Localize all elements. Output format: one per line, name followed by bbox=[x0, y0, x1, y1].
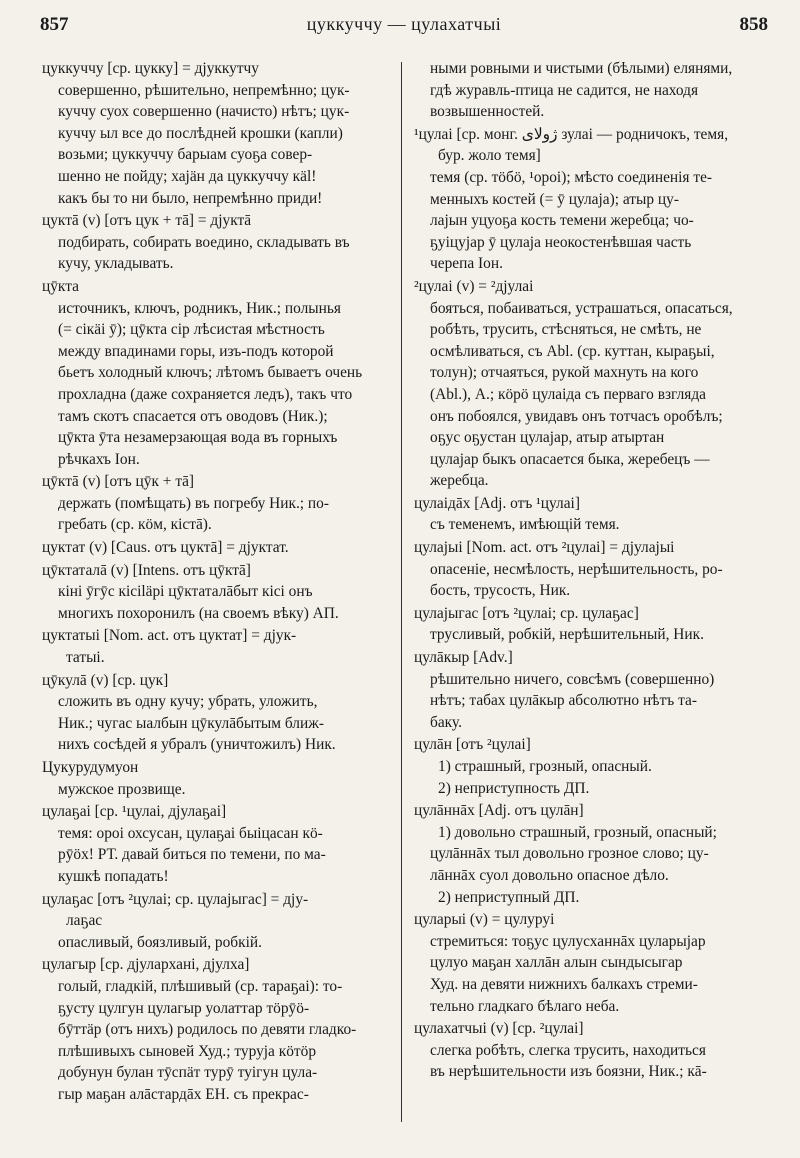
entry-text-line: подбирать, собирать воедино, складывать въ bbox=[58, 233, 350, 251]
entry-text-line: цӯкта ӯта незамерзающая вода въ горныхъ bbox=[58, 429, 338, 447]
entry-text-line: гыр маҕан алāстардāх ЕН. съ прекрас- bbox=[58, 1085, 309, 1103]
entry-headword-line: цулајыі [Nom. act. отъ ²цулаі] = дјулајыі bbox=[414, 539, 675, 557]
entry-text-line: цулуо маҕан халлāн алын сындысыгар bbox=[430, 954, 683, 972]
entry-text-line: тамъ скотъ спасается отъ оводовъ (Ник.); bbox=[58, 407, 328, 425]
column-divider bbox=[401, 62, 402, 1122]
entry-text-line: источникъ, ключъ, родникъ, Ник.; полынья bbox=[58, 299, 341, 317]
dictionary-entry bbox=[42, 560, 388, 625]
entry-text-line: гребать (ср. кӧм, кістā). bbox=[58, 516, 212, 534]
entry-text-line: бость, трусость, Ник. bbox=[430, 582, 571, 600]
page-header bbox=[40, 14, 768, 42]
left-column bbox=[42, 58, 388, 1107]
entry-text-line: рѣшительно ничего, совсѣмъ (совершенно) bbox=[430, 670, 715, 688]
entry-text-line: жеребца. bbox=[430, 472, 489, 490]
dictionary-entry bbox=[414, 276, 770, 492]
entry-text-line: слегка робѣть, слегка трусить, находиться bbox=[430, 1041, 706, 1059]
entry-text-line: бур. жоло темя] bbox=[438, 147, 541, 165]
entry-text-line: ҕуіцујар ӯ цулаја неокостенѣвшая часть bbox=[430, 233, 692, 251]
entry-headword-line: цулајыгас [отъ ²цулаі; ср. цулаҕас] bbox=[414, 604, 639, 622]
dictionary-entry bbox=[414, 493, 770, 536]
dictionary-entry bbox=[414, 647, 770, 733]
entry-text-line: робѣть, трусить, стѣсняться, не смѣть, не bbox=[430, 321, 702, 339]
entry-headword-line: цулаідāх [Adj. отъ ¹цулаі] bbox=[414, 494, 580, 512]
entry-text-line: бӯттäр (отъ нихъ) родилось по девяти гладко- bbox=[58, 1021, 357, 1039]
entry-text-line: держать (помѣщать) въ погребу Ник.; по- bbox=[58, 494, 329, 512]
entry-text-line: голый, гладкій, плѣшивый (ср. тараҕаі): то- bbox=[58, 977, 343, 995]
dictionary-entry bbox=[414, 909, 770, 1017]
entry-text-line: мужское прозвище. bbox=[58, 780, 186, 798]
entry-text-line: 2) неприступный ДП. bbox=[438, 888, 580, 906]
entry-text-line: лаҕас bbox=[66, 912, 103, 930]
running-title: цуккуччу — цулахатчыі bbox=[306, 14, 502, 34]
entry-headword-line: цуларыі (v) = цулуруі bbox=[414, 911, 555, 929]
entry-headword-line: ²цулаі (v) = ²дјулаі bbox=[414, 277, 534, 295]
entry-text-line: куччу ыл все до послѣдней крошки (капли) bbox=[58, 124, 343, 142]
entry-text-line: въ нерѣшительности изъ боязни, Ник.; кā- bbox=[430, 1063, 707, 1081]
dictionary-entry bbox=[42, 670, 388, 756]
entry-text-line: оҕус оҕустан цулајар, атыр атыртан bbox=[430, 429, 665, 447]
entry-text-line: толун); отчаяться, рукой махнуть на кого bbox=[430, 364, 699, 382]
entry-text-line: куччу суох совершенно (начисто) нѣтъ; цук- bbox=[58, 103, 350, 121]
entry-text-line: опасеніе, несмѣлость, нерѣшительность, ро- bbox=[430, 560, 723, 578]
entry-headword-line: цулагыр [ср. дјуларханi, дјулха] bbox=[42, 956, 250, 974]
entry-text-line: стремиться: тоҕус цулусханнāх цуларыјар bbox=[430, 932, 706, 950]
entry-text-line: гдѣ журавль-птица не садится, не находя bbox=[430, 81, 699, 99]
dictionary-entry bbox=[42, 276, 388, 470]
dictionary-entry bbox=[42, 889, 388, 954]
entry-headword-line: цуккуччу [ср. цукку] = дјуккутчу bbox=[42, 60, 259, 77]
entry-text-line: татыі. bbox=[66, 649, 105, 667]
entry-text-line: трусливый, робкій, нерѣшительный, Ник. bbox=[430, 626, 704, 644]
entry-text-line: кінi ӯгӯс кісiläрі цӯктаталāбыт кісі онъ bbox=[58, 583, 313, 601]
entry-text-line: возьми; цуккуччу барыам суоҕа совер- bbox=[58, 146, 313, 164]
entry-headword-line: цӯктаталā (v) [Intens. отъ цӯктā] bbox=[42, 561, 251, 579]
entry-text-line: сложить въ одну кучу; убрать, уложить, bbox=[58, 693, 318, 711]
entry-text-line: темя: ороі охсусан, цулаҕаі быіцасан кӧ- bbox=[58, 824, 323, 842]
dictionary-entry bbox=[42, 471, 388, 536]
entry-headword-line: цулāннāх [Adj. отъ цулāн] bbox=[414, 802, 584, 820]
entry-text-line: рӯӧх! РТ. давай биться по темени, по ма- bbox=[58, 846, 326, 864]
entry-text-line: 1) довольно страшный, грозный, опасный; bbox=[438, 823, 717, 841]
entry-text-line: лајын уцуоҕа кость темени жеребца; чо- bbox=[430, 212, 694, 230]
entry-text-line: (= сікäі ӯ); цӯкта сір лѣсистая мѣстность bbox=[58, 321, 325, 339]
dictionary-entry bbox=[42, 954, 388, 1105]
entry-headword-line: цулаҕаі [ср. ¹цулаі, дјулаҕаі] bbox=[42, 803, 227, 821]
entry-text-line: онъ побоялся, увидавъ онъ тотчасъ оробѣлъ; bbox=[430, 407, 723, 425]
dictionary-entry bbox=[42, 537, 388, 559]
entry-text-line: нѣтъ; табах цулāкыр абсолютно нѣтъ та- bbox=[430, 692, 697, 710]
entry-text-line: 1) страшный, грозный, опасный. bbox=[438, 758, 652, 775]
entry-headword-line: цӯктā (v) [отъ цӯк + тā] bbox=[42, 473, 195, 491]
entry-headword-line: цӯкулā (v) [ср. цук] bbox=[42, 671, 169, 689]
dictionary-entry bbox=[42, 801, 388, 887]
entry-headword-line: Цукурудумуон bbox=[42, 759, 139, 776]
entry-text-line: ҕусту цулгун цулагыр уолаттар тӧрӯӧ- bbox=[58, 999, 310, 1017]
dictionary-entry bbox=[414, 1018, 770, 1083]
entry-headword-line: цулāкыр [Adv.] bbox=[414, 649, 513, 667]
dictionary-entry bbox=[42, 58, 388, 209]
dictionary-entry bbox=[42, 625, 388, 668]
entry-text-line: какъ бы то ни было, непремѣнно приди! bbox=[58, 189, 323, 207]
entry-text-line: кучу, укладывать. bbox=[58, 255, 174, 273]
entry-text-line: Ник.; чугас ыалбын цӯкулāбытым ближ- bbox=[58, 714, 324, 732]
entry-headword-line: цуктатыі [Nom. act. отъ цуктат] = дјук- bbox=[42, 627, 297, 645]
entry-text-line: темя (ср. тӧбӧ, ¹ороі); мѣсто соединенія те- bbox=[430, 168, 713, 186]
entry-text-line: цулāннāх тыл довольно грозное слово; цу- bbox=[430, 845, 709, 863]
entry-text-line: тельно гладкаго бѣлаго неба. bbox=[430, 997, 620, 1015]
entry-text-line: многихъ похоронилъ (на своемъ вѣку) АП. bbox=[58, 604, 339, 622]
entry-headword-line: цулахатчыі (v) [ср. ²цулаі] bbox=[414, 1020, 584, 1038]
entry-text-line: 2) неприступность ДП. bbox=[438, 779, 590, 797]
entry-headword-line: цӯкта bbox=[42, 277, 79, 295]
entry-text-line: черепа Іон. bbox=[430, 255, 503, 273]
page-number-left: 857 bbox=[40, 14, 69, 35]
entry-text-line: прохладна (даже сохраняется ледъ), такъ что bbox=[58, 385, 353, 403]
entry-text-line: плѣшивыхъ сыновей Худ.; туруја кӧтӧр bbox=[58, 1042, 317, 1060]
entry-headword-line: цулаҕас [отъ ²цулаі; ср. цулајыгас] = дју- bbox=[42, 890, 309, 908]
dictionary-entry bbox=[414, 800, 770, 908]
dictionary-entry bbox=[42, 210, 388, 275]
entry-text-line: съ теменемъ, имѣющій темя. bbox=[430, 516, 620, 534]
entry-text-line: совершенно, рѣшительно, непремѣнно; цук- bbox=[58, 81, 350, 99]
entry-text-line: кушкѣ попадать! bbox=[58, 867, 169, 885]
entry-headword-line: цулāн [отъ ²цулаі] bbox=[414, 736, 531, 754]
dictionary-entry bbox=[414, 734, 770, 799]
entry-text-line: ными ровными и чистыми (бѣлыми) елянями, bbox=[430, 60, 733, 77]
entry-text-line: рѣчкахъ Іон. bbox=[58, 450, 140, 468]
entry-text-line: возвышенностей. bbox=[430, 103, 545, 121]
dictionary-entry bbox=[414, 603, 770, 646]
entry-text-line: лāннāх суол довольно опасное дѣло. bbox=[430, 866, 669, 884]
dictionary-entry bbox=[414, 537, 770, 602]
entry-text-line: баку. bbox=[430, 713, 462, 731]
entry-text-line: бьетъ холодный ключъ; лѣтомъ бываетъ очень bbox=[58, 364, 363, 382]
entry-text-line: Худ. на девяти нижнихъ балкахъ стреми- bbox=[430, 975, 698, 993]
entry-text-line: между впадинами горы, изъ-подъ которой bbox=[58, 342, 334, 360]
entry-text-line: бояться, побаиваться, устрашаться, опасаться, bbox=[430, 299, 733, 317]
dictionary-entry bbox=[414, 124, 770, 275]
entry-headword-line: цуктат (v) [Caus. отъ цуктā] = дјуктат. bbox=[42, 539, 289, 557]
entry-text-line: опасливый, боязливый, робкій. bbox=[58, 933, 262, 951]
entry-text-line: добунун булан тӯспäт турӯ туігун цула- bbox=[58, 1064, 318, 1082]
entry-text-line: осмѣливаться, съ Abl. (ср. куттан, кыраҕыі, bbox=[430, 342, 715, 360]
entry-text-line: шенно не пойду; хаjäн да цуккуччу кäl! bbox=[58, 167, 317, 185]
dictionary-entry bbox=[414, 58, 770, 123]
entry-text-line: (Abl.), А.; кӧрӧ цулаіда съ перваго взгляда bbox=[430, 385, 706, 403]
entry-text-line: менныхъ костей (= ӯ цулаја); атыр цу- bbox=[430, 190, 679, 208]
page-number-right: 858 bbox=[739, 14, 768, 35]
dictionary-entry bbox=[42, 757, 388, 800]
entry-text-line: цулајар быкъ опасается быка, жеребецъ — bbox=[430, 450, 710, 468]
entry-text-line: нихъ сосѣдей я убралъ (уничтожилъ) Ник. bbox=[58, 736, 336, 754]
right-column bbox=[414, 58, 770, 1084]
entry-headword-line: цуктā (v) [отъ цук + тā] = дјуктā bbox=[42, 212, 252, 230]
entry-headword-line: ¹цулаі [ср. монг. ژولای зулаі — родничокъ, темя, bbox=[414, 125, 729, 143]
